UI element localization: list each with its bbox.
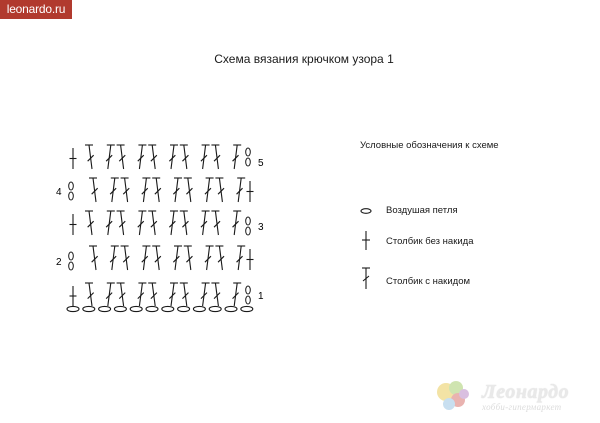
row-number-5: 5 [258, 158, 264, 169]
chain-stitch [114, 306, 126, 311]
turning-chain [69, 252, 74, 260]
double-crochet-stitch [106, 211, 115, 235]
chain-stitch [225, 306, 237, 311]
double-crochet-stitch [169, 283, 178, 306]
chain-stitch [209, 306, 221, 311]
double-crochet-stitch [180, 145, 189, 169]
chain-stitch [130, 306, 142, 311]
double-crochet-stitch [148, 211, 157, 235]
double-crochet-stitch [169, 145, 178, 169]
chain-stitch [162, 306, 174, 311]
double-crochet-stitch [169, 211, 178, 235]
double-crochet-stitch [173, 246, 182, 270]
single-crochet-stitch [247, 249, 254, 270]
double-crochet-stitch [110, 246, 119, 270]
double-crochet-stitch [184, 178, 193, 202]
brand-logo-icon [437, 381, 469, 410]
site-badge[interactable]: leonardo.ru [0, 0, 72, 19]
double-crochet-stitch [138, 145, 147, 169]
chain-stitch [241, 306, 253, 311]
double-crochet-stitch [117, 145, 126, 169]
turning-chain [246, 296, 251, 304]
diagram-title: Схема вязания крючком узора 1 [214, 52, 394, 66]
double-crochet-stitch [173, 178, 182, 202]
chain-stitch [193, 306, 205, 311]
double-crochet-stitch [205, 178, 214, 202]
turning-chain [246, 286, 251, 294]
chain-stitch [146, 306, 158, 311]
double-crochet-stitch [142, 246, 151, 270]
turning-chain [246, 217, 251, 225]
turning-chain [246, 158, 251, 166]
double-crochet-stitch [148, 145, 157, 169]
chain-stitch [67, 306, 79, 311]
double-crochet-stitch [152, 246, 161, 270]
row-number-3: 3 [258, 222, 264, 233]
foundation-chain-row [67, 306, 253, 311]
turning-chain [69, 262, 74, 270]
double-crochet-stitch [180, 283, 189, 306]
single-crochet-stitch [70, 148, 77, 169]
single-crochet-stitch [247, 181, 254, 202]
legend-icons [361, 209, 371, 289]
double-crochet-stitch [121, 178, 130, 202]
double-crochet-stitch [148, 283, 157, 306]
single-crochet-icon [362, 231, 370, 250]
double-crochet-stitch [89, 246, 98, 270]
double-crochet-stitch [117, 211, 126, 235]
turning-chain [69, 182, 74, 190]
double-crochet-stitch [215, 178, 224, 202]
brand-name[interactable]: Леонардо [482, 381, 570, 403]
double-crochet-stitch [106, 145, 115, 169]
row-number-4: 4 [56, 187, 62, 198]
stitch-grid [70, 145, 254, 306]
legend-label-double-crochet: Столбик с накидом [386, 276, 471, 287]
double-crochet-stitch [138, 211, 147, 235]
row-number-1: 1 [258, 291, 264, 302]
turning-chain [246, 227, 251, 235]
double-crochet-stitch [85, 283, 94, 306]
single-crochet-stitch [70, 286, 77, 306]
chain-stitch [83, 306, 95, 311]
double-crochet-stitch [85, 145, 94, 169]
double-crochet-stitch [110, 178, 119, 202]
single-crochet-stitch [70, 214, 77, 235]
brand-tagline: хобби-гипермаркет [482, 402, 562, 412]
legend-label-chain: Воздушая петля [386, 205, 458, 216]
double-crochet-stitch [211, 211, 220, 235]
legend-title: Условные обозначения к схеме [360, 140, 499, 151]
chain-stitch-icon [361, 209, 371, 214]
double-crochet-stitch [201, 211, 210, 235]
double-crochet-icon [362, 268, 370, 289]
double-crochet-stitch [201, 145, 210, 169]
double-crochet-stitch [142, 178, 151, 202]
double-crochet-stitch [233, 283, 242, 306]
chain-stitch [178, 306, 190, 311]
double-crochet-stitch [121, 246, 130, 270]
double-crochet-stitch [215, 246, 224, 270]
double-crochet-stitch [201, 283, 210, 306]
double-crochet-stitch [184, 246, 193, 270]
double-crochet-stitch [89, 178, 98, 202]
double-crochet-stitch [211, 283, 220, 306]
double-crochet-stitch [117, 283, 126, 306]
turning-chains [69, 148, 251, 304]
double-crochet-stitch [233, 145, 242, 169]
double-crochet-stitch [138, 283, 147, 306]
double-crochet-stitch [152, 178, 161, 202]
row-number-2: 2 [56, 257, 62, 268]
legend-label-single-crochet: Столбик без накида [386, 236, 474, 247]
chain-stitch [99, 306, 111, 311]
double-crochet-stitch [85, 211, 94, 235]
turning-chain [246, 148, 251, 156]
double-crochet-stitch [205, 246, 214, 270]
double-crochet-stitch [237, 246, 246, 270]
turning-chain [69, 192, 74, 200]
double-crochet-stitch [233, 211, 242, 235]
double-crochet-stitch [180, 211, 189, 235]
double-crochet-stitch [211, 145, 220, 169]
double-crochet-stitch [237, 178, 246, 202]
double-crochet-stitch [106, 283, 115, 306]
